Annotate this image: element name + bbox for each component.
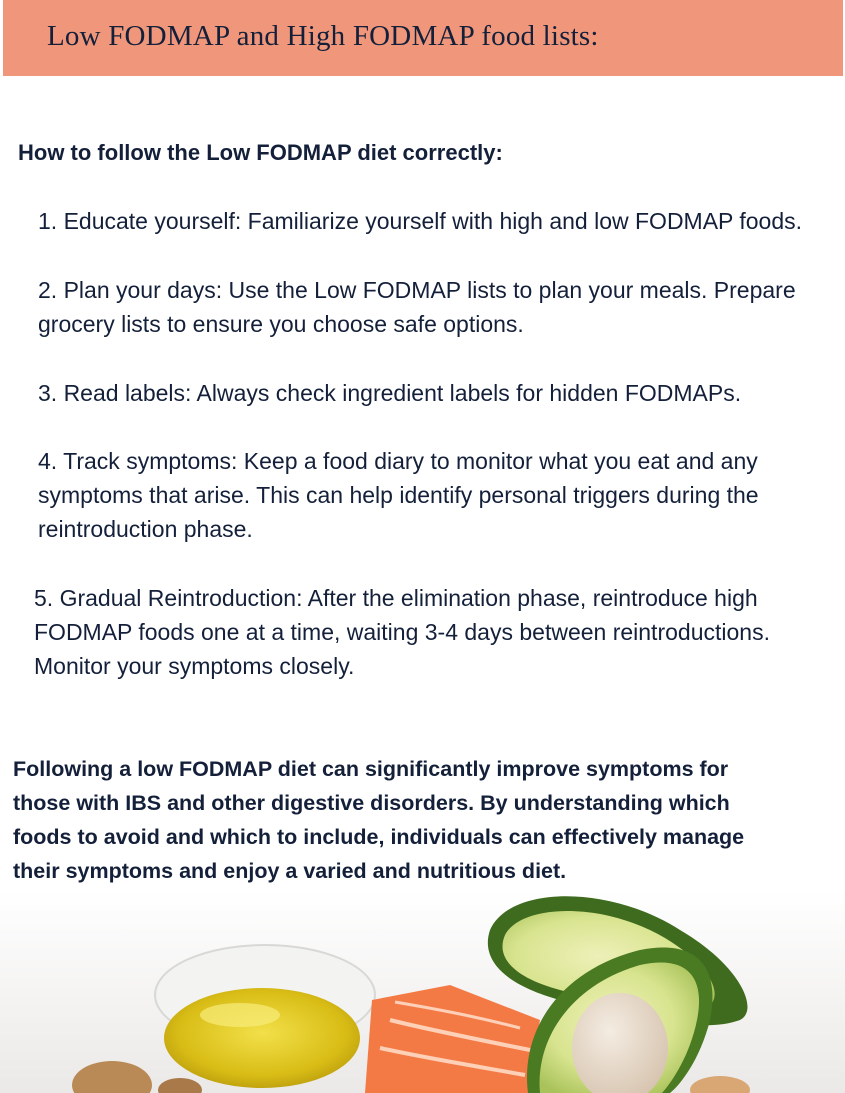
step-5 — [34, 581, 770, 683]
step-line: 3. Read labels: Always check ingredient labels for hidden FODMAPs. — [38, 380, 742, 406]
step-line: reintroduction phase. — [38, 516, 253, 542]
step-line: 4. Track symptoms: Keep a food diary to monitor what you eat and any — [38, 448, 758, 474]
food-photo — [0, 890, 845, 1093]
conclusion-line: those with IBS and other digestive disorders. By understanding which — [13, 791, 730, 815]
conclusion-line: foods to avoid and which to include, individuals can effectively manage — [13, 825, 745, 849]
step-2 — [38, 273, 796, 341]
section-heading: How to follow the Low FODMAP diet correctly: — [18, 140, 503, 165]
page-title: Low FODMAP and High FODMAP food lists: — [47, 20, 599, 52]
step-4 — [38, 444, 759, 546]
step-3 — [38, 376, 741, 410]
conclusion-paragraph — [13, 752, 744, 888]
step-line: 5. Gradual Reintroduction: After the elimination phase, reintroduce high — [34, 585, 758, 611]
step-line: Monitor your symptoms closely. — [34, 653, 355, 679]
step-line: symptoms that arise. This can help identify personal triggers during the — [38, 482, 759, 508]
conclusion-line: their symptoms and enjoy a varied and nutritious diet. — [13, 859, 567, 883]
step-line: 2. Plan your days: Use the Low FODMAP lists to plan your meals. Prepare — [38, 277, 796, 303]
olive-oil-bowl-icon — [155, 945, 375, 1088]
step-line: 1. Educate yourself: Familiarize yourself with high and low FODMAP foods. — [38, 208, 803, 234]
step-1 — [38, 204, 802, 238]
conclusion-line: Following a low FODMAP diet can significantly improve symptoms for — [13, 757, 729, 781]
step-line: FODMAP foods one at a time, waiting 3-4 days between reintroductions. — [34, 619, 770, 645]
step-line: grocery lists to ensure you choose safe options. — [38, 311, 524, 337]
